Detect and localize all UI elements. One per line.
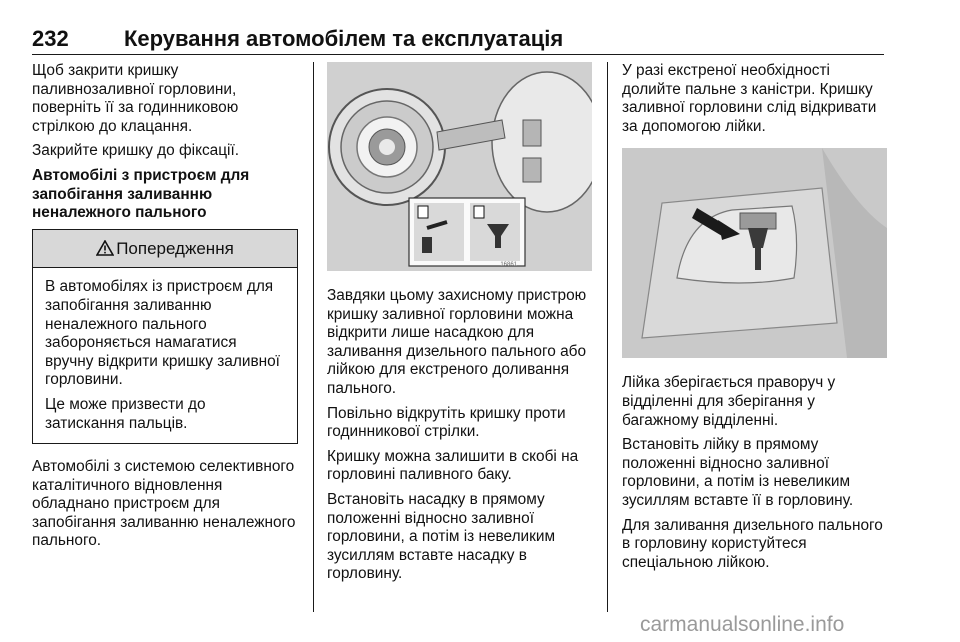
paragraph: Для заливання дизельного пального в горловину користуйтеся спеціальною лійкою. (622, 516, 883, 571)
paragraph: Завдяки цьому захисному пристрою кришку заливної горловини можна відкрити лише насадкою для заливання дизельного пального або лійкою для екстреного доливання пального. (327, 287, 587, 397)
paragraph: Повільно відкрутіть кришку проти годинникової стрілки. (327, 404, 566, 441)
warning-title: Попередження (116, 238, 234, 258)
paragraph: Щоб закрити кришку паливнозаливної горловини, поверніть її за годинниковою стрілкою до клацання. (32, 62, 239, 135)
warning-triangle-icon (96, 240, 114, 256)
page-header (32, 24, 884, 55)
watermark: carmanualsonline.info (640, 613, 845, 636)
page-number: 232 (32, 26, 69, 51)
paragraph: У разі екстреної необхідності долийте пальне з каністри. Кришку заливної горловини слід відкривати за допомогою лійки. (622, 62, 877, 135)
paragraph: Закрийте кришку до фіксації. (32, 142, 240, 160)
paragraph: Встановіть лійку в прямому положенні відносно заливної горловини, а потім із невеликим зусиллям вставте її в горловину. (622, 436, 854, 509)
page-title: Керування автомобілем та експлуатація (124, 26, 564, 51)
paragraph: Кришку можна залишити в скобі на горловині паливного баку. (327, 447, 579, 484)
column-divider (313, 62, 314, 612)
trunk-storage-illustration (622, 148, 887, 358)
fuel-filler-illustration (327, 62, 592, 271)
section-subheading: Автомобілі з пристроєм для запобігання заливанню неналежного пального (32, 166, 250, 222)
warning-header (33, 230, 297, 269)
column-divider (607, 62, 608, 612)
warning-body (33, 268, 297, 443)
trunk-storage-drawing (622, 148, 887, 358)
figure-code: 16861 (500, 262, 517, 268)
column-middle (327, 62, 592, 590)
warning-text: Це може призвести до затискання пальців. (45, 395, 206, 432)
paragraph: Встановіть насадку в прямому положенні відносно заливної горловини, а потім із невеликим зусиллям вставте насадку в горловину. (327, 490, 556, 583)
warning-text: В автомобілях із пристроєм для запобігання заливанню неналежного пального забороняється намагатися вручну відкрити кришку заливної горловини. (45, 278, 280, 389)
column-right (622, 62, 887, 578)
paragraph: Автомобілі з системою селективного каталітичного відновлення обладнано пристроєм для запобігання заливанню неналежного пального. (32, 458, 296, 550)
paragraph: Лійка зберігається праворуч у відділенні для зберігання у багажному відділенні. (622, 374, 836, 429)
fuel-filler-drawing (327, 62, 592, 271)
column-left (32, 62, 298, 557)
warning-box (32, 229, 298, 444)
